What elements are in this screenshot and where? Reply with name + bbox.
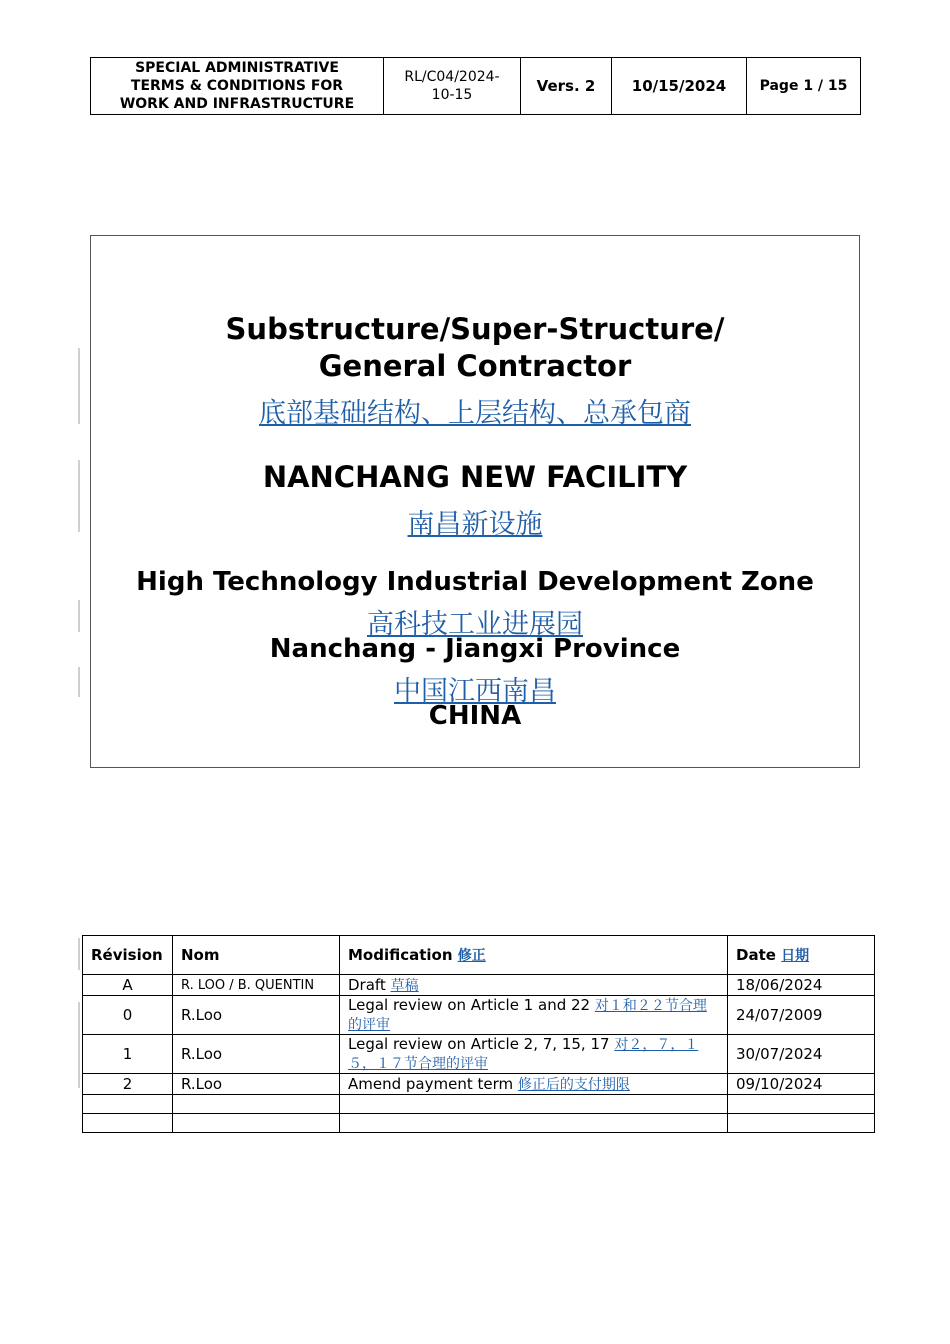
margin-bar xyxy=(78,1002,80,1088)
table-row-empty xyxy=(83,1114,875,1133)
cell-modification xyxy=(340,1074,728,1095)
col-header-modification xyxy=(340,936,728,975)
cell-revision: 1 xyxy=(83,1035,173,1074)
cell-empty xyxy=(340,1095,728,1114)
col-header-date-cn[interactable]: 日期 xyxy=(781,948,810,964)
cell-name: R. LOO / B. QUENTIN xyxy=(173,975,340,996)
margin-bar xyxy=(78,667,80,697)
cell-modification xyxy=(340,975,728,996)
zone-name: High Technology Industrial Development Zone xyxy=(136,567,814,597)
cell-date: 24/07/2009 xyxy=(728,996,875,1035)
cover-title-box xyxy=(90,235,860,768)
cover-line-2-cn-wrap xyxy=(91,391,859,430)
zone-name-cn[interactable]: 高科技工业进展园 xyxy=(367,609,583,640)
col-header-name: Nom xyxy=(173,936,340,975)
margin-bar xyxy=(78,600,80,632)
cell-empty xyxy=(728,1114,875,1133)
cell-empty xyxy=(83,1114,173,1133)
page-number: Page 1 / 15 xyxy=(747,58,861,115)
facility-name-cn[interactable]: 南昌新设施 xyxy=(407,509,543,540)
document-title-line: TERMS & CONDITIONS FOR xyxy=(130,78,344,94)
cell-empty xyxy=(173,1114,340,1133)
province-name: Nanchang - Jiangxi Province xyxy=(269,634,681,664)
province-name-cn[interactable]: 中国江西南昌 xyxy=(394,676,556,707)
cell-empty xyxy=(340,1114,728,1133)
cell-date: 18/06/2024 xyxy=(728,975,875,996)
table-row xyxy=(83,996,875,1035)
cell-modification-cn[interactable]: 对１和２２节合理的评审 xyxy=(348,998,707,1033)
col-header-modification-cn[interactable]: 修正 xyxy=(457,948,486,964)
table-row xyxy=(83,975,875,996)
document-header xyxy=(90,57,861,115)
col-header-date-label: Date xyxy=(736,946,776,964)
cell-revision: A xyxy=(83,975,173,996)
facility-name-cn-wrap xyxy=(91,502,859,541)
cell-modification-text: Legal review on Article 1 and 22 xyxy=(348,996,591,1014)
document-version: Vers. 2 xyxy=(521,58,612,115)
cell-revision: 2 xyxy=(83,1074,173,1095)
facility-name: NANCHANG NEW FACILITY xyxy=(262,460,688,494)
cell-modification-text: Draft xyxy=(348,976,386,994)
cell-modification-cn[interactable]: 修正后的支付期限 xyxy=(517,1077,630,1093)
document-title-line: WORK AND INFRASTRUCTURE xyxy=(119,96,355,112)
table-row xyxy=(83,1035,875,1074)
document-title-line: SPECIAL ADMINISTRATIVE xyxy=(135,60,339,76)
document-reference-line: RL/C04/2024- xyxy=(404,69,500,85)
cell-empty xyxy=(728,1095,875,1114)
table-row-empty xyxy=(83,1095,875,1114)
cell-modification-text: Amend payment term xyxy=(348,1075,514,1093)
cell-revision: 0 xyxy=(83,996,173,1035)
margin-bar xyxy=(78,938,80,970)
cell-empty xyxy=(173,1095,340,1114)
document-reference-line: 10-15 xyxy=(431,87,473,103)
cell-date: 09/10/2024 xyxy=(728,1074,875,1095)
col-header-date xyxy=(728,936,875,975)
cover-line-1: Substructure/Super-Structure/ xyxy=(225,312,725,346)
cell-modification-text: Legal review on Article 2, 7, 15, 17 xyxy=(348,1035,610,1053)
country-name: CHINA xyxy=(428,701,522,731)
cover-line-2-cn[interactable]: 底部基础结构、上层结构、总承包商 xyxy=(259,398,691,429)
cell-name: R.Loo xyxy=(173,996,340,1035)
document-title xyxy=(91,58,384,115)
cell-modification xyxy=(340,996,728,1035)
document-reference xyxy=(384,58,521,115)
cell-date: 30/07/2024 xyxy=(728,1035,875,1074)
cell-name: R.Loo xyxy=(173,1035,340,1074)
revision-table xyxy=(82,935,875,1133)
col-header-modification-label: Modification xyxy=(348,946,453,964)
document-date: 10/15/2024 xyxy=(612,58,747,115)
table-header-row xyxy=(83,936,875,975)
cell-modification xyxy=(340,1035,728,1074)
cell-empty xyxy=(83,1095,173,1114)
cell-modification-cn[interactable]: 草稿 xyxy=(390,978,419,994)
table-row xyxy=(83,1074,875,1095)
cover-line-2: General Contractor xyxy=(318,349,632,383)
cell-name: R.Loo xyxy=(173,1074,340,1095)
col-header-revision: Révision xyxy=(83,936,173,975)
margin-bar xyxy=(78,348,80,424)
cell-modification-cn[interactable]: 对２，７，１５，１７节合理的评审 xyxy=(348,1037,699,1072)
margin-bar xyxy=(78,460,80,532)
